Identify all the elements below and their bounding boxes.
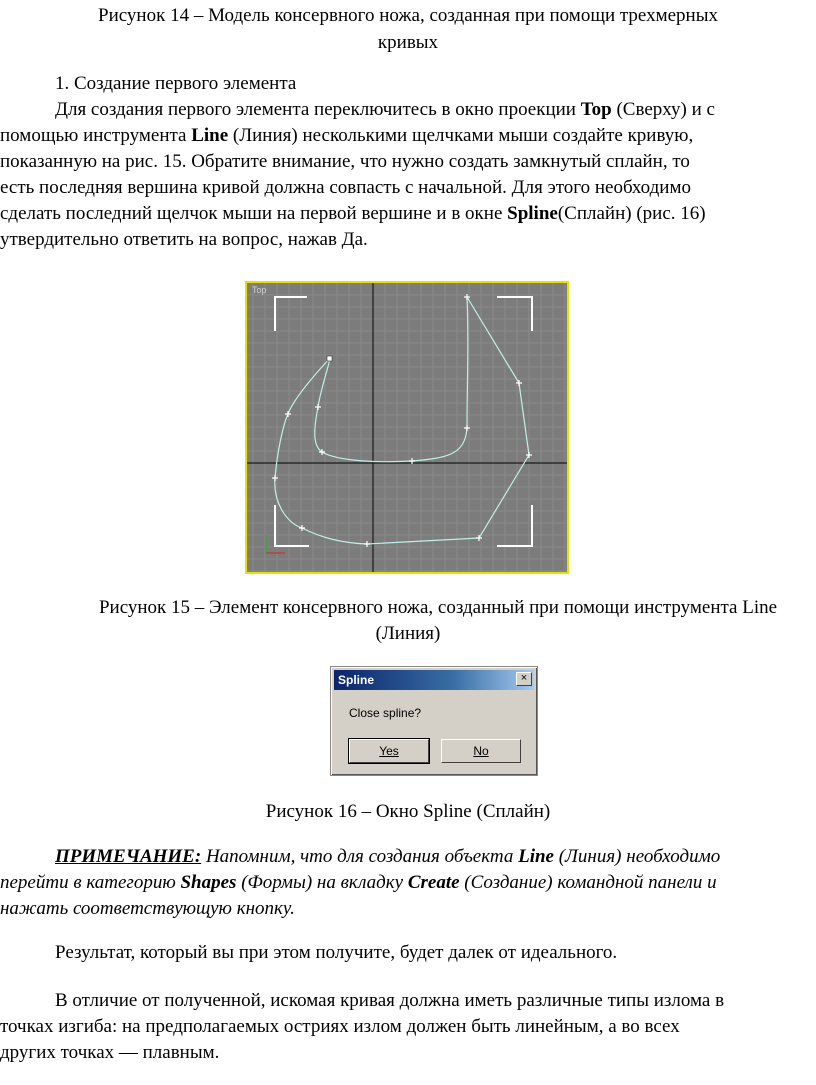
bold-term: Line — [191, 125, 229, 146]
paragraph-line: сделать последний щелчок мыши на первой вершине и в окне Spline(Сплайн) (рис. 16) — [0, 203, 706, 224]
section-heading: 1. Создание первого элемента — [55, 73, 297, 94]
note-line: перейти в категорию Shapes (Формы) на вкладку Create (Создание) командной панели и — [0, 872, 717, 893]
vertex-marker — [315, 404, 321, 410]
figure-14-caption-line2: кривых — [377, 32, 439, 53]
paragraph-line: В отличие от полученной, искомая кривая должна иметь различные типы излома в — [55, 990, 725, 1011]
bold-term: Spline — [507, 203, 558, 224]
vertex-marker — [364, 541, 370, 547]
top-viewport-figure — [245, 281, 569, 574]
paragraph-line: утвердительно ответить на вопрос, нажав Да. — [0, 229, 368, 250]
paragraph-line: Результат, который вы при этом получите, будет далек от идеального. — [55, 942, 618, 963]
figure-16-caption: Рисунок 16 – Окно Spline (Сплайн) — [265, 801, 551, 822]
paragraph-line: точках изгиба: на предполагаемых остриях излом должен быть линейным, а во всех — [0, 1016, 680, 1037]
figure-14-caption-line1: Рисунок 14 – Модель консервного ножа, созданная при помощи трехмерных — [98, 5, 718, 26]
dialog-title-bar[interactable] — [334, 670, 534, 690]
vertex-marker — [299, 525, 305, 531]
vertex-marker — [526, 452, 532, 458]
close-button[interactable] — [516, 672, 532, 686]
note-line: нажать соответствующую кнопку. — [0, 898, 295, 919]
figure-15-caption-line2: (Линия) — [375, 623, 441, 644]
vertex-marker — [285, 411, 291, 417]
grid — [247, 283, 567, 572]
spline-dialog — [330, 666, 538, 776]
note-line: ПРИМЕЧАНИЕ: Напомним, что для создания объекта Line (Линия) необходимо — [55, 846, 721, 867]
yes-button[interactable]: Yes — [349, 739, 429, 763]
paragraph-line: Для создания первого элемента переключитесь в окно проекции Top (Сверху) и с — [55, 99, 715, 120]
viewport-canvas — [247, 283, 567, 572]
paragraph-line: есть последняя вершина кривой должна совпасть с начальной. Для этого необходимо — [0, 177, 691, 198]
dialog-message: Close spline? — [349, 706, 422, 720]
close-icon: × — [520, 672, 528, 684]
dialog-title: Spline — [338, 673, 375, 687]
first-vertex-marker — [327, 356, 332, 361]
paragraph-line: помощью инструмента Line (Линия) несколькими щелчками мыши создайте кривую, — [0, 125, 694, 146]
paragraph-line: показанную на рис. 15. Обратите внимание, что нужно создать замкнутый сплайн, то — [0, 151, 690, 172]
viewport-label: Top — [252, 285, 267, 295]
figure-15-caption-line1: Рисунок 15 – Элемент консервного ножа, созданный при помощи инструмента Line — [98, 597, 778, 618]
paragraph-line: других точках — плавным. — [0, 1042, 220, 1063]
bold-term: Top — [580, 99, 612, 120]
note-label: ПРИМЕЧАНИЕ: — [55, 846, 202, 867]
no-button[interactable]: No — [441, 739, 521, 763]
